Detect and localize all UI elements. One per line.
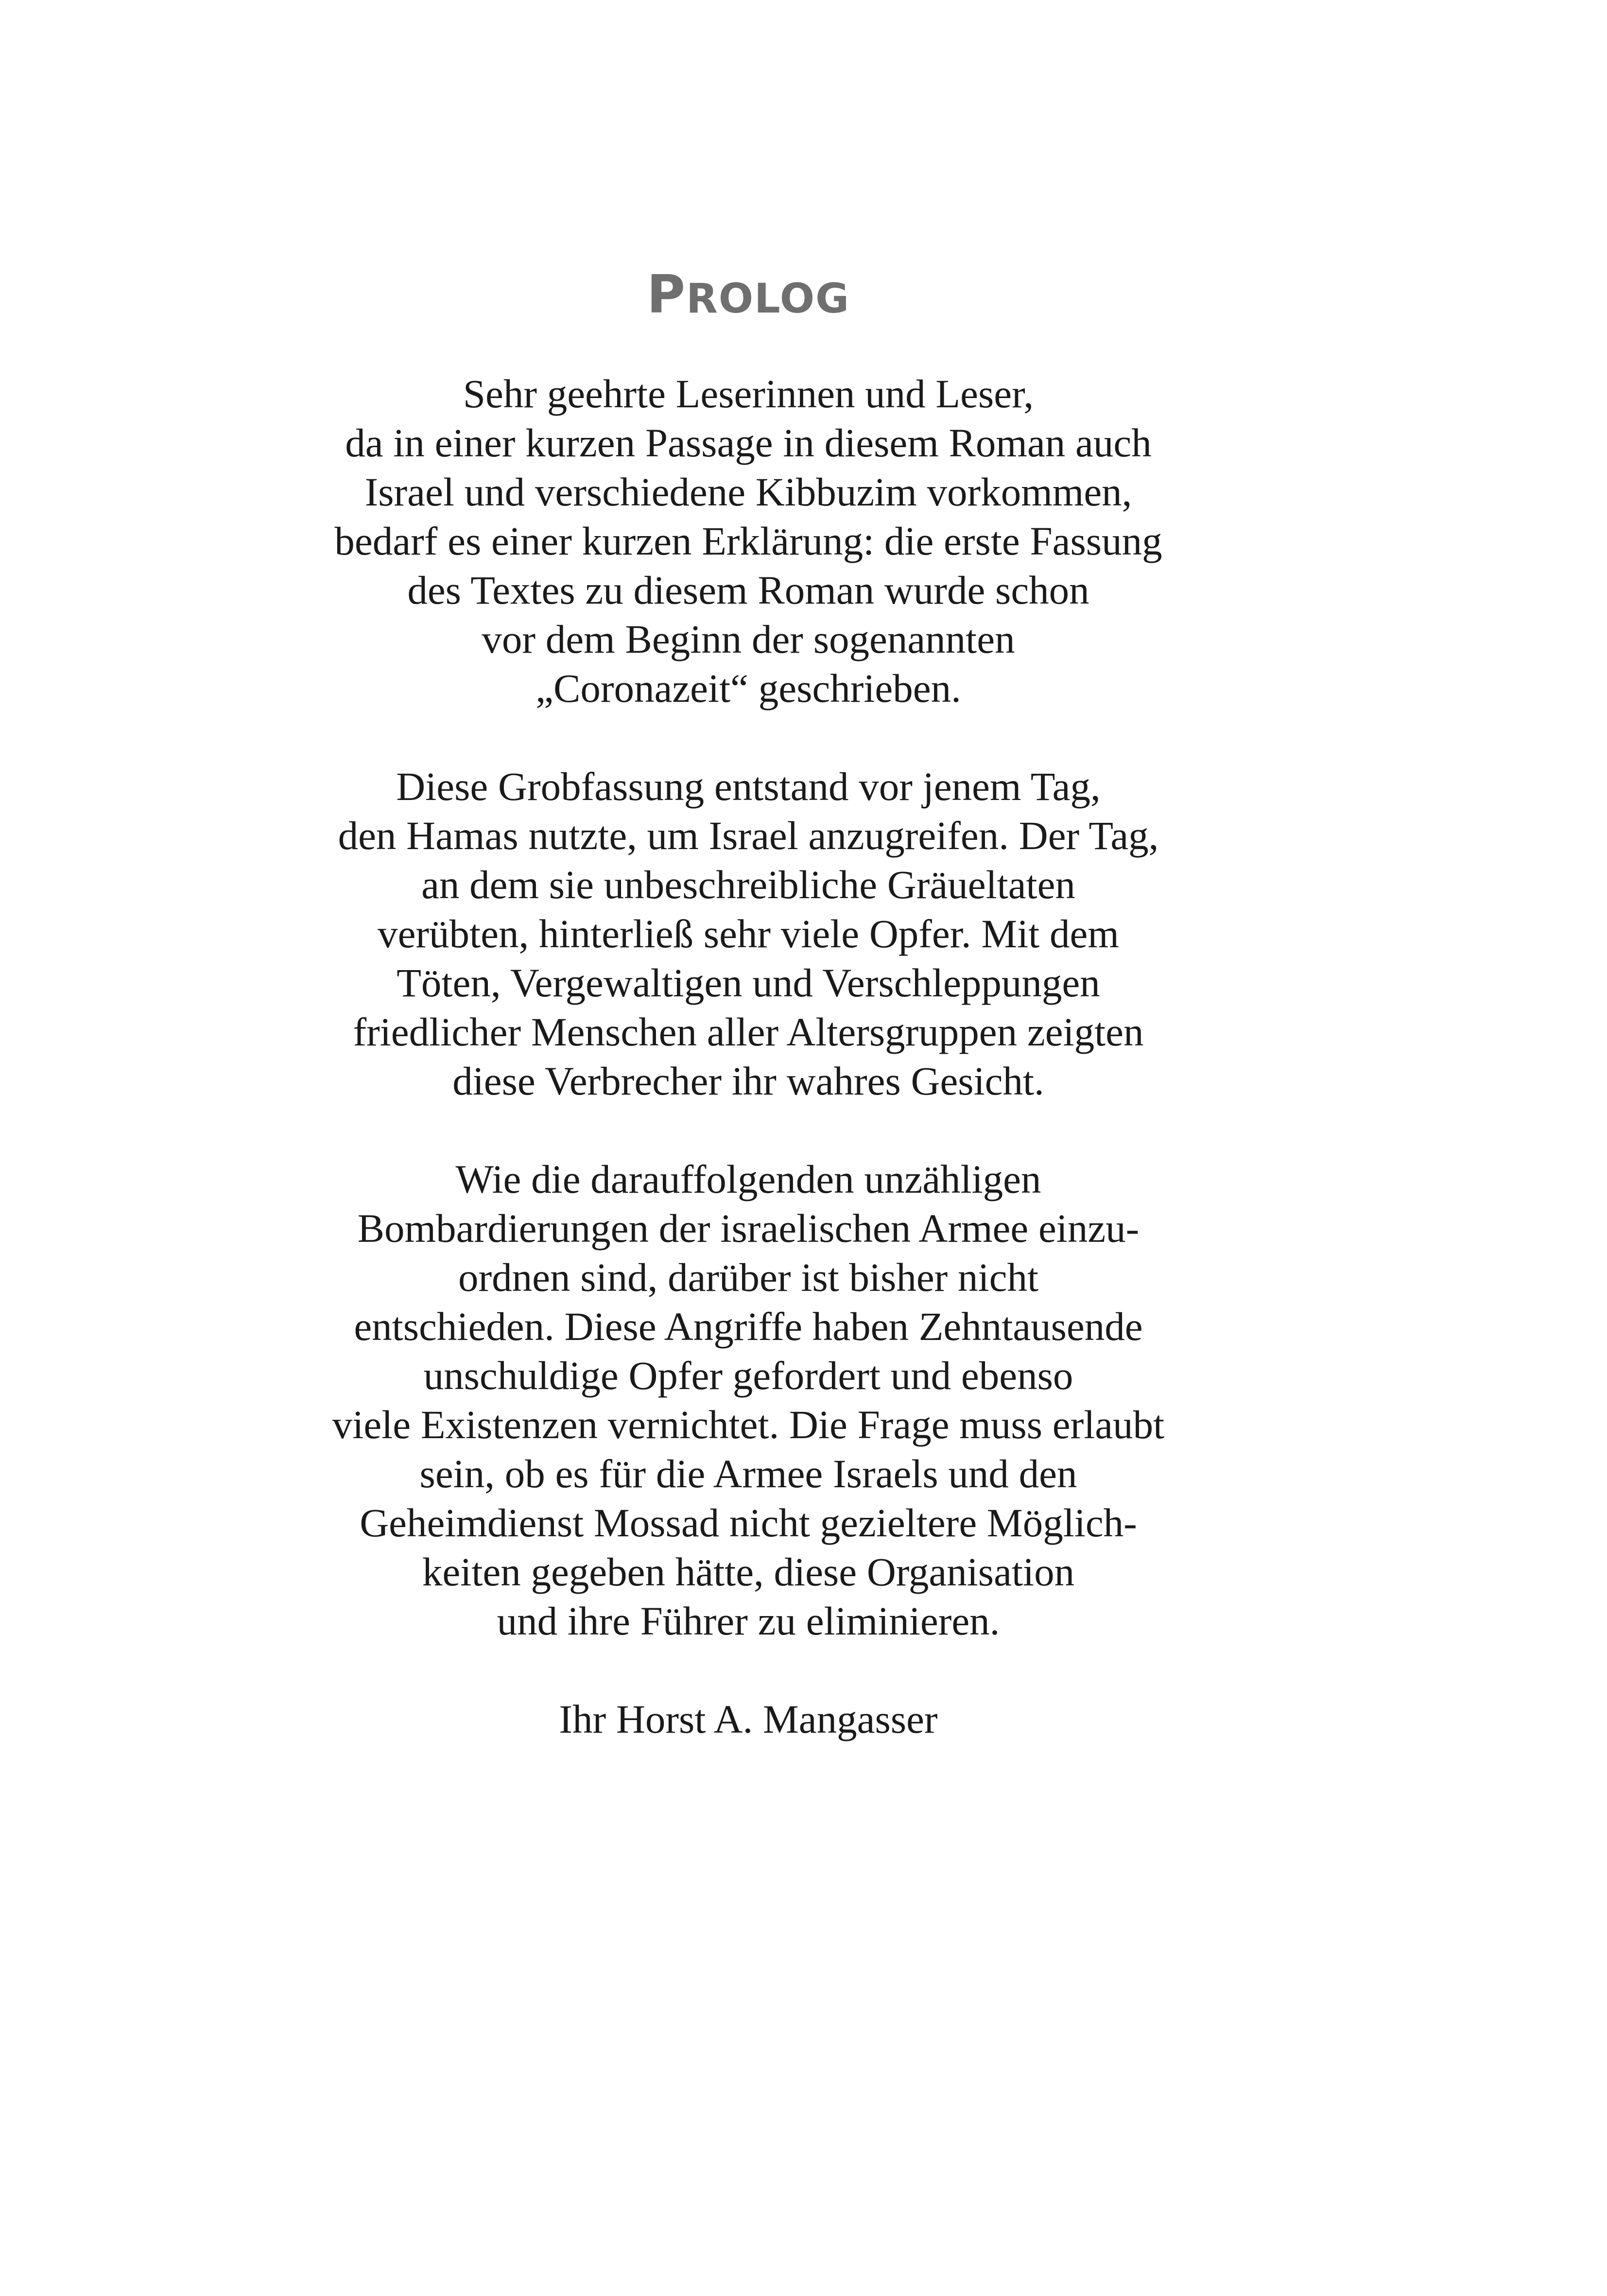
text-line: und ihre Führer zu eliminieren. xyxy=(497,1599,1000,1643)
text-line: vor dem Beginn der sogenannten xyxy=(482,617,1015,661)
text-line: ordnen sind, darüber ist bisher nicht xyxy=(458,1255,1039,1300)
text-line: Bombardierungen der israelischen Armee einzu- xyxy=(357,1206,1140,1251)
text-line: Diese Grobfassung entstand vor jenem Tag, xyxy=(396,764,1101,809)
text-line: verübten, hinterließ sehr viele Opfer. Mit dem xyxy=(378,911,1119,956)
paragraph-3 xyxy=(0,1155,1497,1646)
text-line: an dem sie unbeschreibliche Gräueltaten xyxy=(421,862,1075,907)
paragraph-2 xyxy=(0,762,1497,1106)
chapter-title-rest: ROLOG xyxy=(686,275,850,322)
text-line: des Textes zu diesem Roman wurde schon xyxy=(407,568,1089,612)
text-line: da in einer kurzen Passage in diesem Roman auch xyxy=(345,420,1152,465)
text-line: sein, ob es für die Armee Israels und den xyxy=(419,1451,1077,1496)
text-line: Sehr geehrte Leserinnen und Leser, xyxy=(463,371,1034,416)
author-signature: Ihr Horst A. Mangasser xyxy=(559,1697,938,1741)
text-line: diese Verbrecher ihr wahres Gesicht. xyxy=(452,1059,1044,1103)
text-line: „Coronazeit“ geschrieben. xyxy=(536,666,961,711)
text-line: Töten, Vergewaltigen und Verschleppungen xyxy=(397,960,1100,1005)
text-line: den Hamas nutzte, um Israel anzugreifen. Der Tag, xyxy=(338,813,1159,858)
text-line: Wie die darauffolgenden unzähligen xyxy=(455,1157,1041,1201)
text-line: Geheimdienst Mossad nicht gezieltere Möglich- xyxy=(360,1500,1137,1545)
chapter-title xyxy=(0,263,1497,330)
text-line: Israel und verschiedene Kibbuzim vorkommen, xyxy=(364,470,1132,514)
text-line: entschieden. Diese Angriffe haben Zehntausende xyxy=(354,1304,1143,1349)
text-line: keiten gegeben hätte, diese Organisation xyxy=(422,1549,1075,1594)
text-line: bedarf es einer kurzen Erklärung: die erste Fassung xyxy=(334,519,1162,563)
text-line: friedlicher Menschen aller Altersgruppen zeigten xyxy=(353,1009,1144,1054)
prologue-body xyxy=(0,369,1497,1744)
paragraph-1 xyxy=(0,369,1497,713)
chapter-title-initial: P xyxy=(646,264,687,325)
text-line: viele Existenzen vernichtet. Die Frage muss erlaubt xyxy=(332,1402,1165,1447)
text-line: unschuldige Opfer gefordert und ebenso xyxy=(423,1353,1073,1398)
